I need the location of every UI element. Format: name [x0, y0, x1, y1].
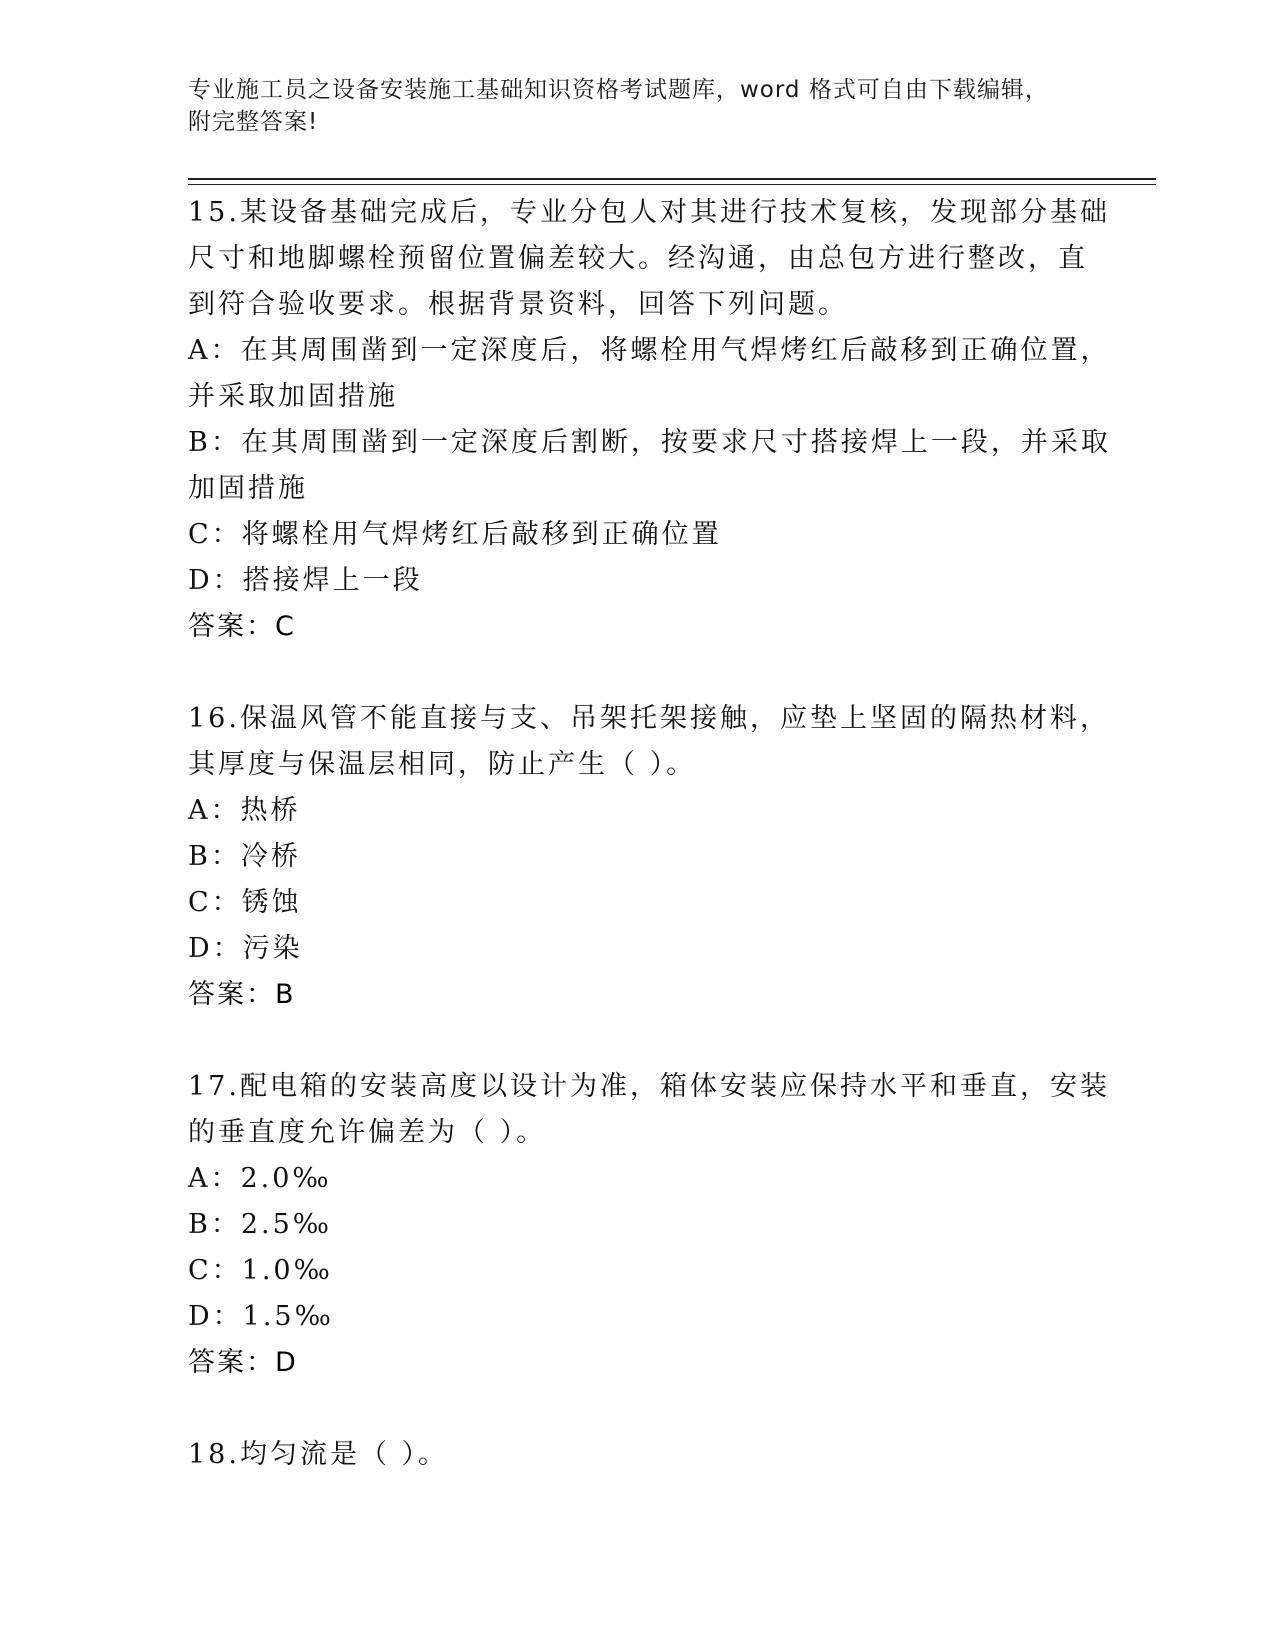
question-text-line: 17.配电箱的安装高度以设计为准，箱体安装应保持水平和垂直，安装 — [188, 1071, 1110, 1102]
header-line-1: 专业施工员之设备安装施工基础知识资格考试题库，word 格式可自由下载编辑， — [188, 77, 1049, 103]
option-b-continued: 加固措施 — [188, 473, 308, 504]
question-text-line: 其厚度与保温层相同，防止产生（ ）。 — [188, 749, 697, 780]
answer: 答案：B — [188, 979, 296, 1010]
answer: 答案：C — [188, 611, 296, 642]
question-text-line: 的垂直度允许偏差为（ ）。 — [188, 1117, 547, 1148]
option-d: D：搭接焊上一段 — [188, 565, 423, 596]
option-a-continued: 并采取加固措施 — [188, 381, 398, 412]
question-text-line: 15.某设备基础完成后，专业分包人对其进行技术复核，发现部分基础 — [188, 197, 1110, 228]
question-16 — [188, 696, 1110, 1064]
option-c: C：1.0‰ — [188, 1255, 333, 1286]
option-a: A：热桥 — [188, 795, 301, 826]
question-text-line: 到符合验收要求。根据背景资料，回答下列问题。 — [188, 289, 848, 320]
question-15 — [188, 190, 1111, 696]
option-c: C：锈蚀 — [188, 887, 302, 918]
answer: 答案：D — [188, 1347, 298, 1378]
question-text-line: 尺寸和地脚螺栓预留位置偏差较大。经沟通，由总包方进行整改，直 — [188, 243, 1088, 274]
question-text-line: 16.保温风管不能直接与支、吊架托架接触，应垫上坚固的隔热材料， — [188, 703, 1110, 734]
option-d: D：污染 — [188, 933, 303, 964]
spacer — [188, 1386, 1088, 1432]
option-a: A：在其周围凿到一定深度后，将螺栓用气焊烤红后敲移到正确位置， — [188, 335, 1111, 366]
option-a: A：2.0‰ — [188, 1163, 332, 1194]
header-rule-thick — [188, 178, 1156, 180]
header-line-2: 附完整答案! — [188, 109, 319, 135]
option-c: C：将螺栓用气焊烤红后敲移到正确位置 — [188, 519, 722, 550]
option-b: B：2.5‰ — [188, 1209, 333, 1240]
question-17 — [188, 1064, 1110, 1432]
option-b: B：冷桥 — [188, 841, 301, 872]
option-b: B：在其周围凿到一定深度后割断，按要求尺寸搭接焊上一段，并采取 — [188, 427, 1111, 458]
document-header — [188, 74, 1068, 138]
question-18 — [188, 1432, 1088, 1478]
spacer — [188, 1018, 1088, 1064]
header-rule-thin — [188, 184, 1156, 185]
spacer — [188, 650, 1088, 696]
question-text-line: 18.均匀流是（ ）。 — [188, 1439, 449, 1470]
option-d: D：1.5‰ — [188, 1301, 334, 1332]
question-list — [188, 190, 1111, 1478]
